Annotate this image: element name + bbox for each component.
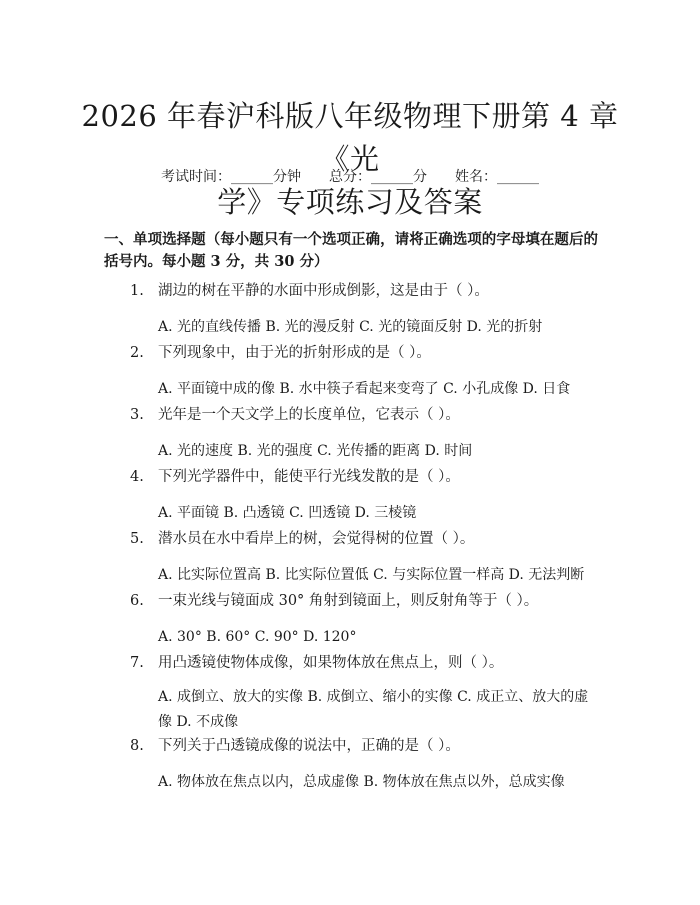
question-options: A. 30° B. 60° C. 90° D. 120° [158,629,357,645]
total-score: 总分：______分 [329,169,427,185]
question-options: A. 光的直线传播 B. 光的漫反射 C. 光的镜面反射 D. 光的折射 [158,319,543,335]
page-title [70,95,630,224]
question-number: 2. [130,345,144,361]
question-options: A. 成倒立、放大的实像 B. 成倒立、缩小的实像 C. 成正立、放大的虚像 D. 不成像 [158,689,589,730]
question-text: 潜水员在水中看岸上的树，会觉得树的位置（ ）。 [158,531,475,547]
question-options: A. 光的速度 B. 光的强度 C. 光传播的距离 D. 时间 [158,443,473,459]
question-number: 1. [130,283,144,299]
exam-time: 考试时间：______分钟 [161,169,301,185]
question-item [0,468,700,530]
question-item [0,654,700,737]
question-text: 光年是一个天文学上的长度单位，它表示（ ）。 [158,407,460,423]
question-options: A. 物体放在焦点以内，总成虚像 B. 物体放在焦点以外，总成实像 [158,774,565,790]
question-item [0,344,700,406]
question-text: 一束光线与镜面成 30° 角射到镜面上，则反射角等于（ ）。 [158,593,539,609]
exam-meta [0,167,700,187]
question-item [0,737,700,799]
question-number: 3. [130,407,144,423]
question-options: A. 平面镜中成的像 B. 水中筷子看起来变弯了 C. 小孔成像 D. 日食 [158,381,571,397]
student-name: 姓名：______ [455,169,539,185]
title-line-2: 学》专项练习及答案 [217,185,483,220]
question-text: 下列关于凸透镜成像的说法中，正确的是（ ）。 [158,738,460,754]
question-item [0,530,700,592]
question-text: 用凸透镜使物体成像，如果物体放在焦点上，则（ ）。 [158,655,504,671]
title-line-1: 2026 年春沪科版八年级物理下册第 4 章《光 [81,99,619,177]
question-text: 下列现象中，由于光的折射形成的是（ ）。 [158,345,431,361]
question-options: A. 比实际位置高 B. 比实际位置低 C. 与实际位置一样高 D. 无法判断 [158,567,585,583]
question-item [0,592,700,654]
question-number: 4. [130,469,144,485]
question-number: 6. [130,593,144,609]
question-item [0,406,700,468]
question-list [0,282,700,799]
section-heading: 一、单项选择题（每小题只有一个选项正确，请将正确选项的字母填在题后的括号内。每小题 3 分，共 30 分） [104,231,598,270]
question-text: 湖边的树在平静的水面中形成倒影，这是由于（ ）。 [158,283,489,299]
question-options: A. 平面镜 B. 凸透镜 C. 凹透镜 D. 三棱镜 [158,505,417,521]
question-item [0,282,700,344]
question-number: 7. [130,655,144,671]
question-number: 8. [130,738,144,754]
question-text: 下列光学器件中，能使平行光线发散的是（ ）。 [158,469,460,485]
question-number: 5. [130,531,144,547]
